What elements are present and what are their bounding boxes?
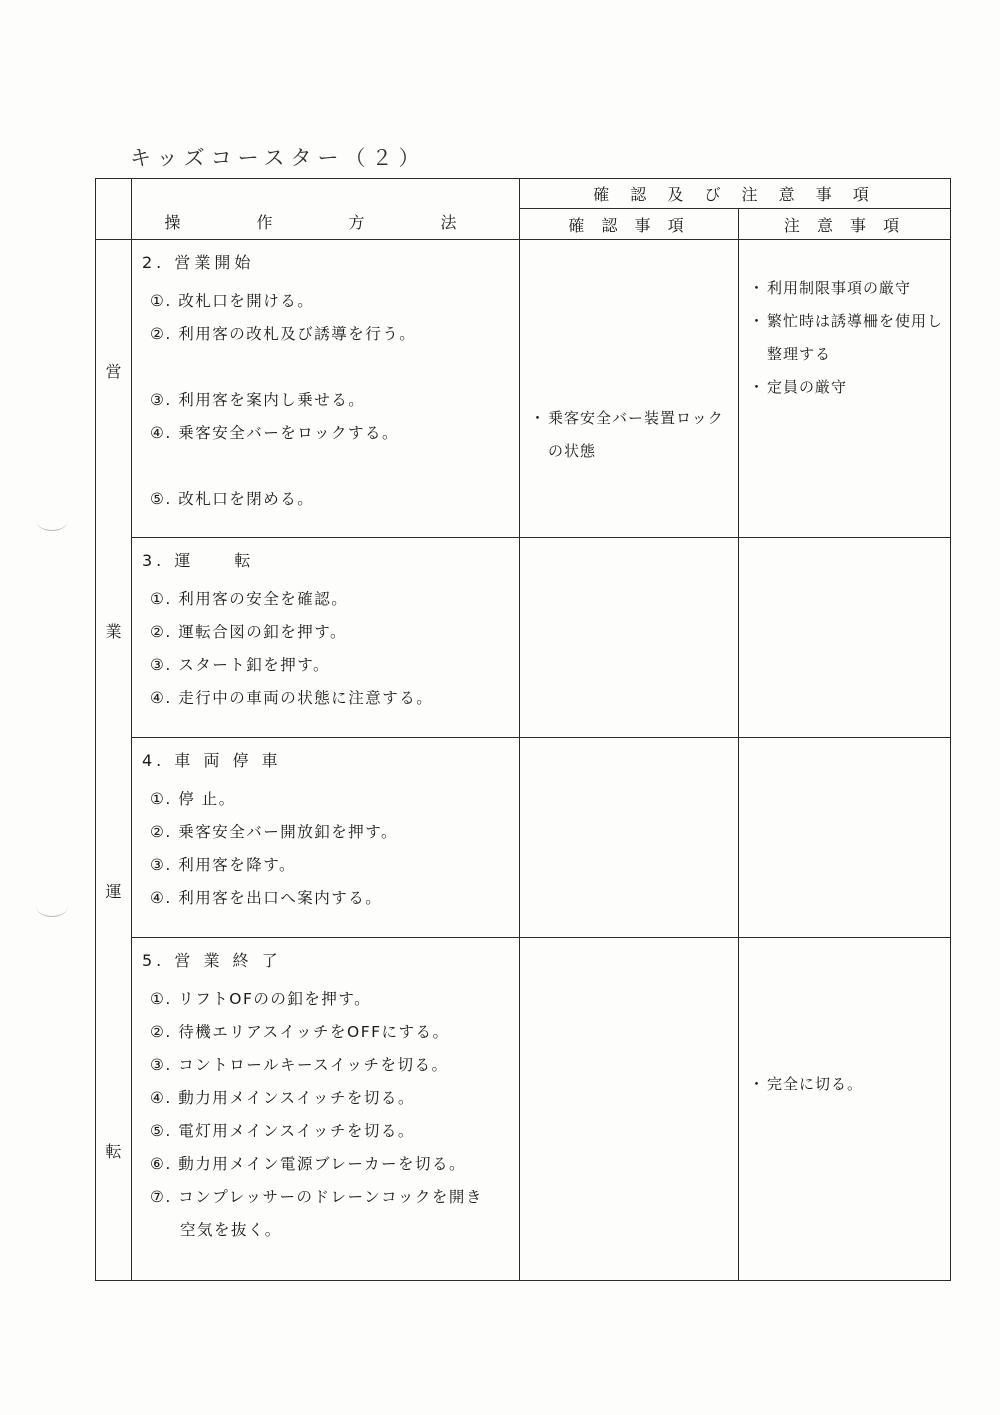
step-item: ④. 利用客を出口へ案内する。 [150, 888, 383, 907]
caution-item: ・ 定員の厳守 [749, 378, 848, 396]
header-confirm: 確 認 事 項 [520, 209, 739, 240]
confirm-item-cont: の状態 [548, 442, 597, 460]
step-item: ①. 停 止。 [150, 789, 236, 808]
step-item: ④. 動力用メインスイッチを切る。 [150, 1089, 415, 1108]
step-item: ②. 運転合図の釦を押す。 [150, 622, 348, 641]
punch-hole-mark [36, 510, 68, 531]
section-close-method [132, 938, 520, 1281]
section-start-method [132, 240, 520, 538]
step-item: ①. 利用客の安全を確認。 [150, 589, 349, 608]
step-item: ①. リフトOFのの釦を押す。 [150, 990, 372, 1009]
section-run-confirm [520, 537, 739, 737]
section-start-caution [739, 240, 951, 538]
section-stop-caution [739, 737, 951, 937]
section-close-confirm [520, 938, 739, 1281]
step-item: ⑥. 動力用メイン電源ブレーカーを切る。 [150, 1155, 467, 1174]
side-label-char: 営 [105, 361, 122, 381]
step-item: ①. 改札口を開ける。 [150, 292, 315, 310]
section-stop-method [132, 737, 520, 937]
section-run-caution [739, 537, 951, 737]
step-item: ③. 利用客を案内し乗せる。 [150, 391, 366, 409]
corner-cell [96, 179, 132, 240]
section-title: 2. 営業開始 [142, 253, 255, 272]
side-label-char: 運 [105, 881, 122, 901]
header-caution: 注 意 事 項 [739, 209, 951, 240]
operation-table [95, 178, 951, 1281]
section-run-method [132, 537, 520, 737]
header-confirm-and-caution: 確 認 及 び 注 意 事 項 [520, 179, 951, 209]
document-title: キッズコースター（２） [130, 146, 426, 170]
step-item: ④. 走行中の車両の状態に注意する。 [150, 688, 434, 707]
section-title: 5. 営 業 終 了 [142, 951, 282, 971]
caution-item: ・ 利用制限事項の厳守 [749, 279, 912, 297]
step-item: ④. 乗客安全バーをロックする。 [150, 424, 399, 442]
step-item: ③. コントロールキースイッチを切る。 [150, 1056, 449, 1075]
side-label-char: 転 [105, 1141, 122, 1161]
caution-item: ・ 完全に切る。 [749, 1075, 864, 1094]
section-start-confirm [520, 240, 739, 538]
confirm-item: ・ 乗客安全バー装置ロック [530, 409, 724, 427]
section-close-caution [739, 938, 951, 1281]
caution-item-cont: 整理する [767, 345, 832, 363]
side-label-char: 業 [105, 621, 122, 641]
caution-item: ・ 繁忙時は誘導柵を使用し [749, 312, 944, 330]
step-item: ③. スタート釦を押す。 [150, 655, 331, 674]
step-item: ②. 利用客の改札及び誘導を行う。 [150, 325, 417, 343]
step-item: ⑦. コンプレッサーのドレーンコックを開き [150, 1188, 483, 1207]
step-item: ③. 利用客を降す。 [150, 855, 297, 874]
section-stop-confirm [520, 737, 739, 937]
step-item-cont: 空気を抜く。 [180, 1221, 282, 1240]
step-item: ⑤. 改札口を閉める。 [150, 490, 315, 508]
side-label-column [96, 240, 132, 1281]
section-title: 4. 車 両 停 車 [142, 750, 282, 770]
punch-hole-mark [36, 896, 68, 917]
header-method: 操 作 方 法 [132, 179, 520, 240]
section-title: 3. 運 転 [142, 550, 255, 570]
step-item: ⑤. 電灯用メインスイッチを切る。 [150, 1122, 415, 1141]
step-item: ②. 待機エリアスイッチをOFFにする。 [150, 1023, 450, 1042]
step-item: ②. 乗客安全バー開放釦を押す。 [150, 822, 399, 841]
